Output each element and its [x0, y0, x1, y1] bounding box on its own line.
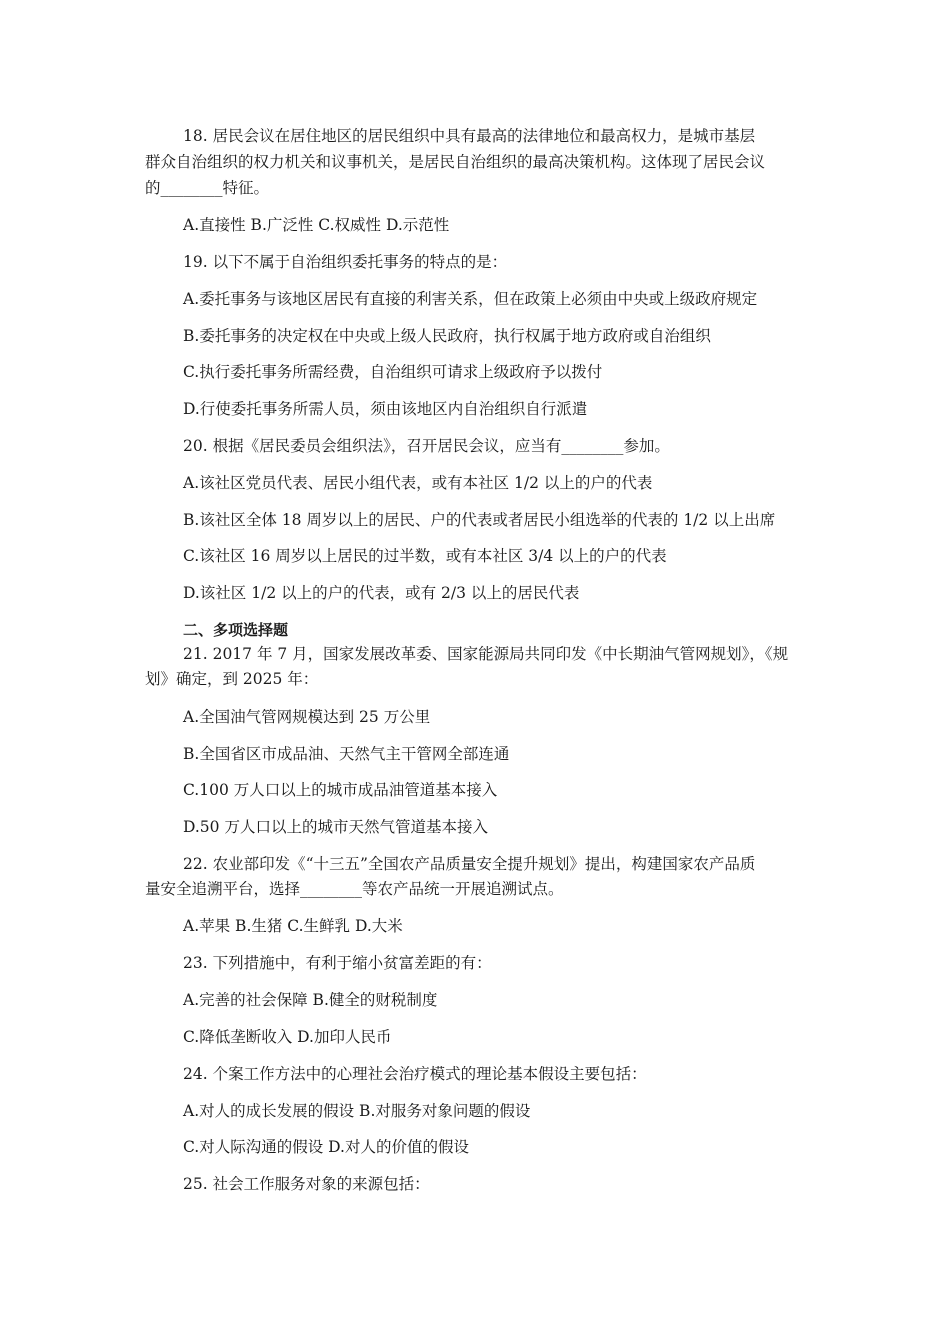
q19-option-b: B.委托事务的决定权在中央或上级人民政府，执行权属于地方政府或自治组织	[183, 327, 711, 345]
q19-option-a: A.委托事务与该地区居民有直接的利害关系，但在政策上必须由中央或上级政府规定	[183, 290, 758, 308]
q21-option-b: B.全国省区市成品油、天然气主干管网全部连通	[183, 745, 510, 763]
q19-option-c: C.执行委托事务所需经费，自治组织可请求上级政府予以拨付	[183, 363, 603, 381]
q24-options-cd: C.对人际沟通的假设 D.对人的价值的假设	[183, 1138, 469, 1156]
q21-option-a: A.全国油气管网规模达到 25 万公里	[183, 708, 431, 726]
q20-option-a: A.该社区党员代表、居民小组代表，或有本社区 1/2 以上的户的代表	[183, 474, 653, 492]
q22-line-1: 22. 农业部印发《“十三五”全国农产品质量安全提升规划》提出，构建国家农产品质	[183, 855, 756, 873]
q18-line-2: 群众自治组织的权力机关和议事机关，是居民自治组织的最高决策机构。这体现了居民会议	[145, 153, 766, 171]
q24-options-ab: A.对人的成长发展的假设 B.对服务对象问题的假设	[183, 1102, 531, 1120]
q19-stem: 19. 以下不属于自治组织委托事务的特点的是：	[183, 253, 508, 271]
q18-line-1: 18. 居民会议在居住地区的居民组织中具有最高的法律地位和最高权力，是城市基层	[183, 127, 756, 145]
q21-option-c: C.100 万人口以上的城市成品油管道基本接入	[183, 781, 498, 799]
q21-line-2: 划》确定，到 2025 年：	[145, 670, 319, 688]
section-heading-multiple-choice: 二、多项选择题	[183, 621, 289, 639]
q21-option-d: D.50 万人口以上的城市天然气管道基本接入	[183, 818, 488, 836]
q20-stem: 20. 根据《居民委员会组织法》，召开居民会议，应当有________参加。	[183, 437, 670, 455]
q19-option-d: D.行使委托事务所需人员，须由该地区内自治组织自行派遣	[183, 400, 588, 418]
q21-line-1: 21. 2017 年 7 月，国家发展改革委、国家能源局共同印发《中长期油气管网规划》，《规	[183, 645, 789, 663]
q20-option-c: C.该社区 16 周岁以上居民的过半数，或有本社区 3/4 以上的户的代表	[183, 547, 667, 565]
q22-line-2: 量安全追溯平台，选择________等农产品统一开展追溯试点。	[145, 880, 564, 898]
q20-option-d: D.该社区 1/2 以上的户的代表，或有 2/3 以上的居民代表	[183, 584, 580, 602]
q23-options-ab: A.完善的社会保障 B.健全的财税制度	[183, 991, 438, 1009]
q22-options: A.苹果 B.生猪 C.生鲜乳 D.大米	[183, 917, 403, 935]
q18-options: A.直接性 B.广泛性 C.权威性 D.示范性	[183, 216, 450, 234]
q24-stem: 24. 个案工作方法中的心理社会治疗模式的理论基本假设主要包括：	[183, 1065, 647, 1083]
q23-options-cd: C.降低垄断收入 D.加印人民币	[183, 1028, 392, 1046]
q25-stem: 25. 社会工作服务对象的来源包括：	[183, 1175, 430, 1193]
q18-line-3: 的________特征。	[145, 179, 270, 197]
q23-stem: 23. 下列措施中，有利于缩小贫富差距的有：	[183, 954, 492, 972]
q20-option-b: B.该社区全体 18 周岁以上的居民、户的代表或者居民小组选举的代表的 1/2 以上出席	[183, 511, 776, 529]
